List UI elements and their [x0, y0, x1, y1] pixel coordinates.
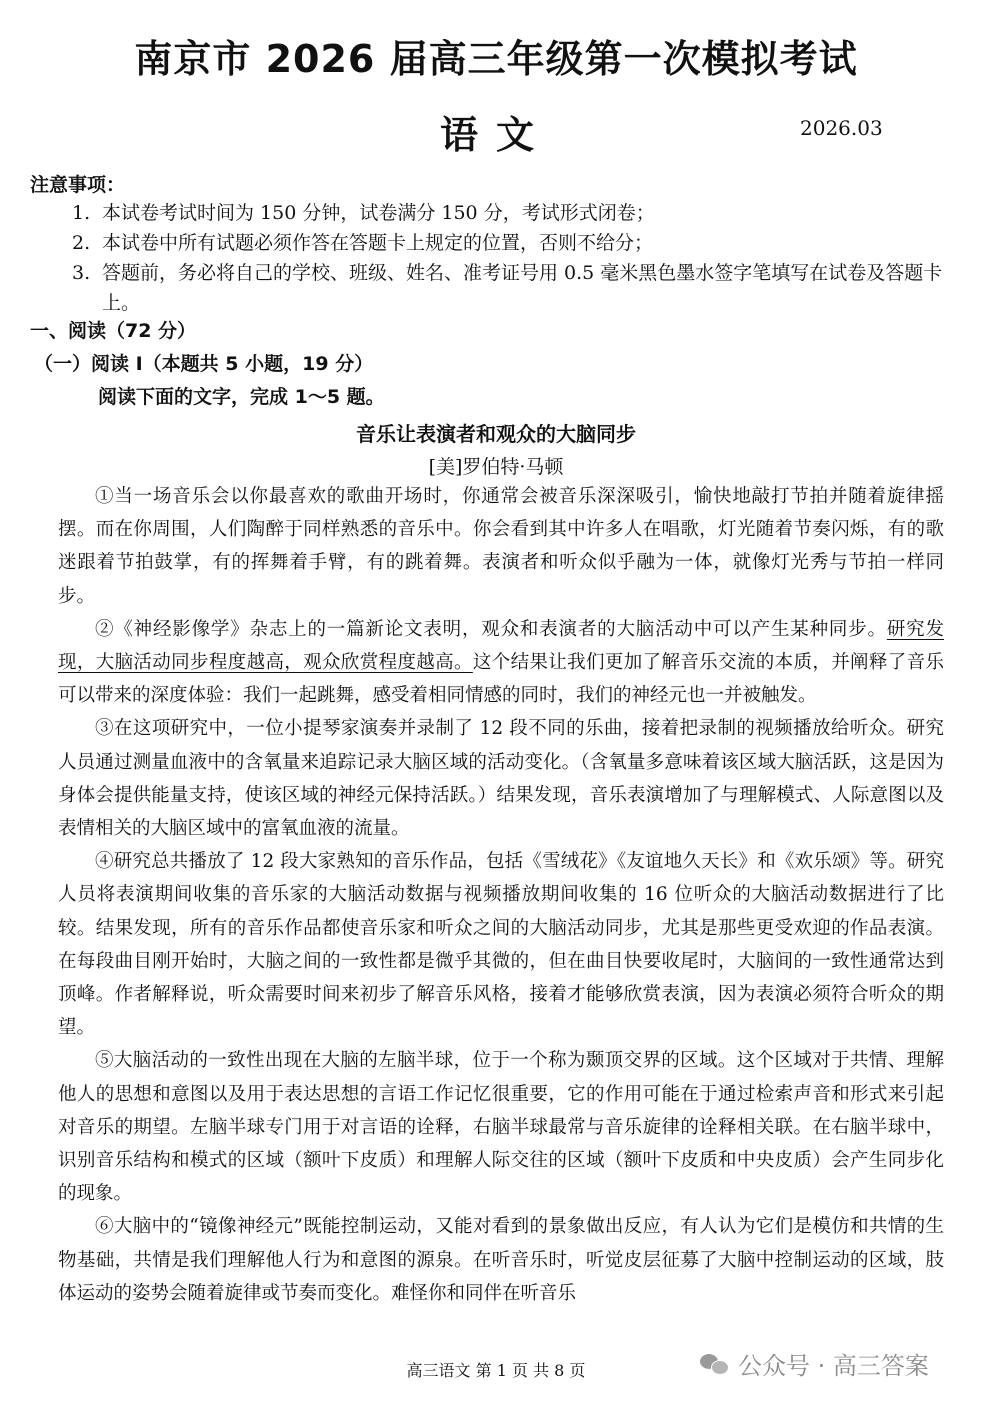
page-footer: 高三语文 第 1 页 共 8 页 — [406, 1361, 586, 1380]
watermark — [700, 1346, 929, 1381]
notice-number: 1. — [72, 202, 91, 224]
notice-text: 答题前，务必将自己的学校、班级、姓名、准考证号用 0.5 毫米黑色墨水签字笔填写在试卷及答题卡上。 — [102, 262, 943, 314]
notice-number: 3. — [72, 262, 91, 284]
watermark-text: 公众号 · 高三答案 — [738, 1352, 929, 1380]
reading-instruction: 阅读下面的文字，完成 1～5 题。 — [98, 386, 385, 408]
notice-number: 2. — [72, 232, 91, 254]
notice-list — [72, 198, 952, 318]
subsection-heading: （一）阅读 I（本题共 5 小题，19 分） — [34, 353, 374, 375]
exam-title: 南京市 2026 届高三年级第一次模拟考试 — [134, 37, 858, 81]
notice-heading: 注意事项： — [30, 174, 126, 196]
article-author: [美]罗伯特·马顿 — [428, 456, 564, 478]
notice-text: 本试卷考试时间为 150 分钟，试卷满分 150 分，考试形式闭卷； — [102, 202, 655, 224]
subject-title: 语文 — [439, 113, 552, 157]
paragraph-5: ⑤大脑活动的一致性出现在大脑的左脑半球，位于一个称为颞顶交界的区域。这个区域对于共情、理解他人的思想和意图以及用于表达思想的言语工作记忆很重要，它的作用可能在于通过检索声音和形式来引起对音乐的期望。左脑半球专门用于对言语的诠释，右脑半球最常与音乐旋律的诠释相关联。在右脑半球中，识别音乐结构和模式的区域（额叶下皮质）和理解人际交往的区域（额叶下皮质和中央皮质）会产生同步化的现象。 — [58, 1050, 944, 1205]
wechat-icon — [700, 1352, 730, 1376]
notice-item — [72, 228, 952, 258]
notice-item — [72, 258, 952, 318]
article-title: 音乐让表演者和观众的大脑同步 — [356, 422, 636, 446]
paragraph-1: ①当一场音乐会以你最喜欢的歌曲开场时，你通常会被音乐深深吸引，愉快地敲打节拍并随着旋律摇摆。而在你周围，人们陶醉于同样熟悉的音乐中。你会看到其中许多人在唱歌，灯光随着节奏闪烁，有的歌迷跟着节拍鼓掌，有的挥舞着手臂，有的跳着舞。表演者和听众似乎融为一体，就像灯光秀与节拍一样同步。 — [58, 486, 944, 607]
exam-date: 2026.03 — [800, 116, 883, 140]
paragraph-4: ④研究总共播放了 12 段大家熟知的音乐作品，包括《雪绒花》《友谊地久天长》和《欢乐颂》等。研究人员将表演期间收集的音乐家的大脑活动数据与视频播放期间收集的 16 位听众的大脑活动数据进行了比较。结果发现，所有的音乐作品都使音乐家和听众之间的大脑活动同步，尤其是那些更受欢迎的作品表演。在每段曲目刚开始时，大脑之间的一致性都是微乎其微的，但在曲目快要收尾时，大脑间的一致性通常达到顶峰。作者解释说，听众需要时间来初步了解音乐风格，接着才能够欣赏表演，因为表演必须符合听众的期望。 — [58, 851, 944, 1039]
paragraph-2 — [58, 613, 944, 713]
article-body — [58, 480, 944, 1310]
notice-item — [72, 198, 952, 228]
paragraph-2-start: ②《神经影像学》杂志上的一篇新论文表明，观众和表演者的大脑活动中可以产生某种同步。 — [95, 618, 887, 640]
section-heading: 一、阅读（72 分） — [30, 320, 197, 342]
paragraph-2-end: 这个结果让我们更加了解音乐交流的本质，并阐释了音乐可以带来的深度体验：我们一起跳舞，感受着相同情感的同时，我们的神经元也一并被触发。 — [58, 652, 944, 707]
underlined-sentence: 研究发现，大脑活动同步程度越高，观众欣赏程度越高。 — [58, 618, 944, 674]
notice-text: 本试卷中所有试题必须作答在答题卡上规定的位置，否则不给分； — [102, 232, 654, 254]
paragraph-3: ③在这项研究中，一位小提琴家演奏并录制了 12 段不同的乐曲，接着把录制的视频播放给听众。研究人员通过测量血液中的含氧量来追踪记录大脑区域的活动变化。（含氧量多意味着该区域大脑活跃，这是因为身体会提供能量支持，使该区域的神经元保持活跃。）结果发现，音乐表演增加了与理解模式、人际意图以及表情相关的大脑区域中的富氧血液的流量。 — [58, 718, 944, 840]
paragraph-6: ⑥大脑中的“镜像神经元”既能控制运动，又能对看到的景象做出反应，有人认为它们是模仿和共情的生物基础，共情是我们理解他人行为和意图的源泉。在听音乐时，听觉皮层征募了大脑中控制运动的区域，肢体运动的姿势会随着旋律或节奏而变化。难怪你和同伴在听音乐 — [58, 1216, 944, 1304]
